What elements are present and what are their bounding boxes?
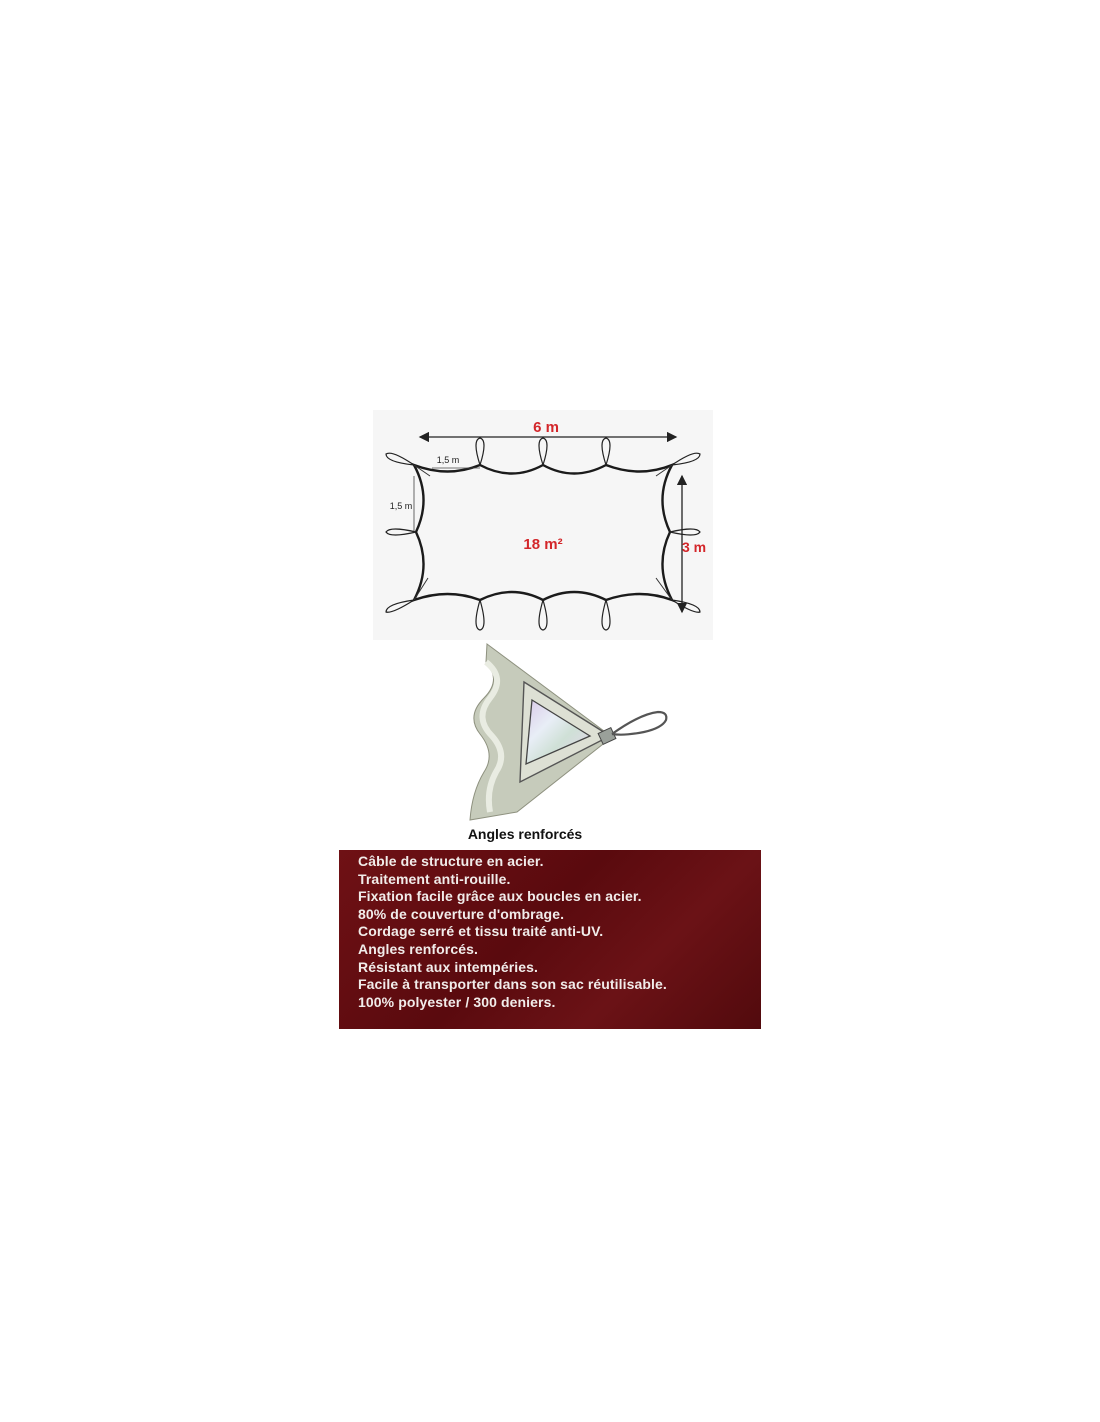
feature-item: Résistant aux intempéries.: [358, 958, 538, 975]
feature-item: Traitement anti-rouille.: [358, 870, 511, 887]
top-loop: [602, 438, 610, 465]
width-label: 6 m: [533, 419, 559, 436]
reinforced-corner-drawing: [462, 642, 692, 824]
corner-width-label: 1,5 m: [436, 455, 460, 465]
feature-item: Fixation facile grâce aux boucles en acier.: [358, 888, 642, 905]
left-loop: [386, 529, 416, 535]
reinforced-corner-illustration: [462, 642, 692, 824]
feature-item: Cordage serré et tissu traité anti-UV.: [358, 923, 604, 940]
height-label: 3 m: [681, 539, 707, 555]
feature-item: Câble de structure en acier.: [358, 853, 544, 869]
sail-outline: [414, 465, 672, 600]
corner-loop: [672, 453, 700, 465]
corner-caption: Angles renforcés: [467, 826, 583, 842]
bottom-loop: [539, 600, 547, 630]
feature-item: 80% de couverture d'ombrage.: [358, 905, 565, 922]
corner-loop: [386, 600, 414, 612]
bottom-loop: [476, 600, 484, 630]
corner-loop: [386, 453, 414, 465]
area-label: 18 m²: [523, 536, 563, 553]
feature-item: Facile à transporter dans son sac réutilisable.: [358, 976, 667, 993]
top-loop: [539, 438, 547, 465]
corner-loop-strap: [612, 712, 666, 735]
features-panel: [339, 850, 761, 1029]
corner-height-label: 1,5 m: [389, 501, 413, 511]
features-list: [358, 853, 761, 1011]
bottom-loop: [602, 600, 610, 630]
top-loop: [476, 438, 484, 465]
right-loop: [670, 529, 700, 535]
feature-item: 100% polyester / 300 deniers.: [358, 993, 556, 1010]
shade-sail-plan-diagram: [0, 0, 1100, 660]
feature-item: Angles renforcés.: [358, 940, 478, 957]
corner-loop: [672, 600, 700, 612]
